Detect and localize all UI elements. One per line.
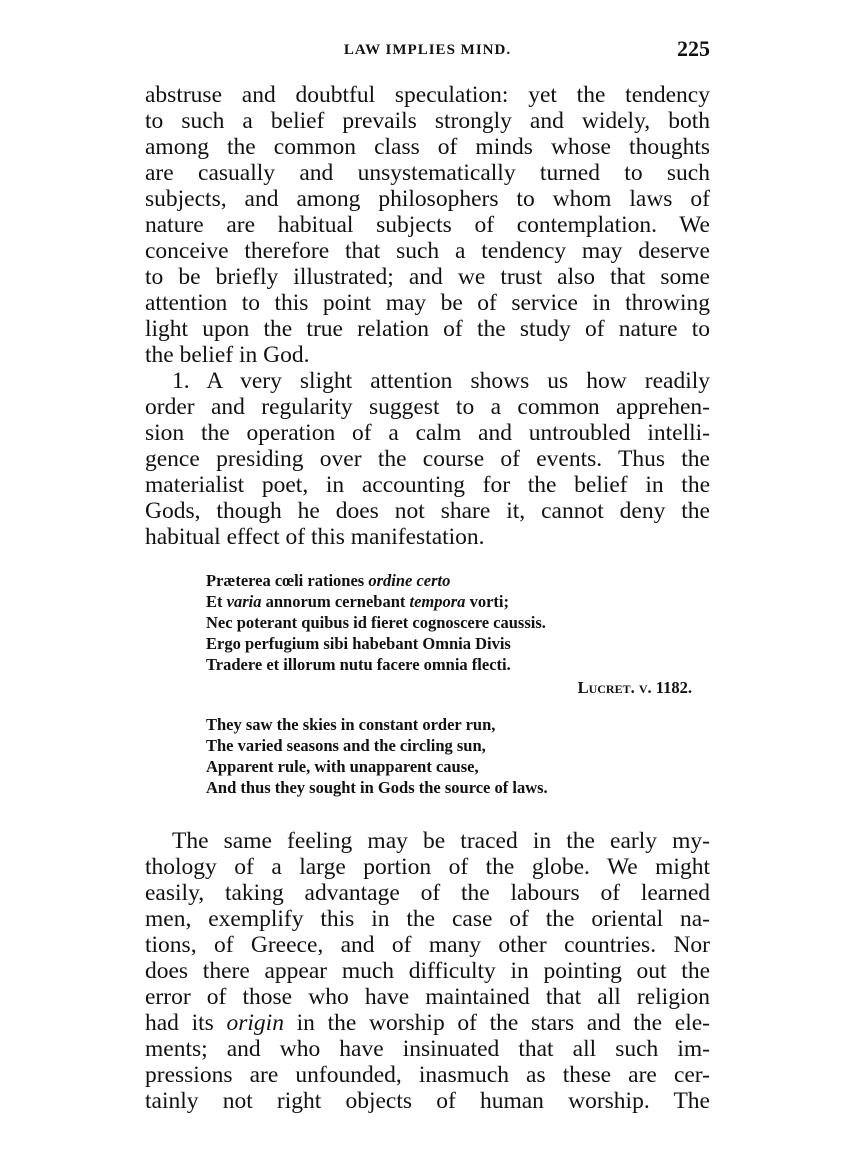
- verse-line: And thus they sought in Gods the source of laws.: [206, 778, 548, 797]
- text-line: habitual effect of this manifestation.: [145, 524, 485, 550]
- text-italic: origin: [226, 1010, 284, 1036]
- running-title: LAW IMPLIES MIND.: [343, 42, 512, 58]
- text-line: tainly not right objects of human worship. The: [145, 1088, 710, 1114]
- text-span: had its: [145, 1010, 227, 1036]
- verse-line: [206, 592, 509, 612]
- text-line: error of those who have maintained that all religion: [145, 984, 710, 1010]
- verse-text: Præterea cœli rationes: [206, 571, 369, 590]
- text-line: gence presiding over the course of events. Thus the: [145, 446, 710, 472]
- text-line: attention to this point may be of service in throwing: [145, 290, 710, 316]
- text-line: [145, 1010, 710, 1036]
- verse-text: Et: [206, 592, 227, 611]
- text-line: subjects, and among philosophers to whom laws of: [145, 186, 710, 212]
- verse-line: Apparent rule, with unapparent cause,: [206, 757, 479, 776]
- page-number: 225: [677, 36, 710, 61]
- text-line: to be briefly illustrated; and we trust also that some: [145, 264, 710, 290]
- text-line: are casually and unsystematically turned to such: [145, 160, 710, 186]
- text-line: the belief in God.: [145, 342, 310, 368]
- text-line: thology of a large portion of the globe. We might: [145, 854, 710, 880]
- text-line: among the common class of minds whose thoughts: [145, 134, 710, 160]
- verse-text: vorti;: [465, 592, 509, 611]
- verse-line: They saw the skies in constant order run,: [206, 715, 496, 734]
- text-line: light upon the true relation of the study of nature to: [145, 316, 710, 342]
- verse-line: [206, 571, 450, 591]
- verse-italic: tempora: [409, 592, 466, 611]
- verse-line: The varied seasons and the circling sun,: [206, 736, 486, 755]
- text-line: does there appear much difficulty in pointing out the: [145, 958, 710, 984]
- verse-citation: Lucret. v. 1182.: [577, 678, 692, 697]
- text-line: 1. A very slight attention shows us how readily: [172, 368, 710, 394]
- text-line: sion the operation of a calm and untroubled intelli-: [145, 420, 710, 446]
- text-line: easily, taking advantage of the labours of learned: [145, 880, 710, 906]
- text-line: nature are habitual subjects of contemplation. We: [145, 212, 710, 238]
- text-line: abstruse and doubtful speculation: yet the tendency: [145, 82, 710, 108]
- running-head: [145, 36, 710, 68]
- verse-text: annorum cernebant: [261, 592, 410, 611]
- text-line: order and regularity suggest to a common apprehen-: [145, 394, 710, 420]
- text-line: to such a belief prevails strongly and widely, both: [145, 108, 710, 134]
- verse-italic: varia: [226, 592, 262, 611]
- text-span: in the worship of the stars and the ele-: [283, 1010, 710, 1036]
- verse-line: Ergo perfugium sibi habebant Omnia Divis: [206, 634, 511, 653]
- text-line: ments; and who have insinuated that all such im-: [145, 1036, 710, 1062]
- text-line: pressions are unfounded, inasmuch as these are cer-: [145, 1062, 710, 1088]
- text-line: Gods, though he does not share it, cannot deny the: [145, 498, 710, 524]
- text-line: men, exemplify this in the case of the oriental na-: [145, 906, 710, 932]
- text-line: The same feeling may be traced in the early my-: [172, 828, 710, 854]
- text-line: conceive therefore that such a tendency may deserve: [145, 238, 710, 264]
- text-line: tions, of Greece, and of many other countries. Nor: [145, 932, 710, 958]
- verse-line: Nec poterant quibus id fieret cognoscere caussis.: [206, 613, 546, 632]
- verse-italic: ordine certo: [368, 571, 451, 590]
- text-line: materialist poet, in accounting for the belief in the: [145, 472, 710, 498]
- verse-line: Tradere et illorum nutu facere omnia flecti.: [206, 655, 511, 674]
